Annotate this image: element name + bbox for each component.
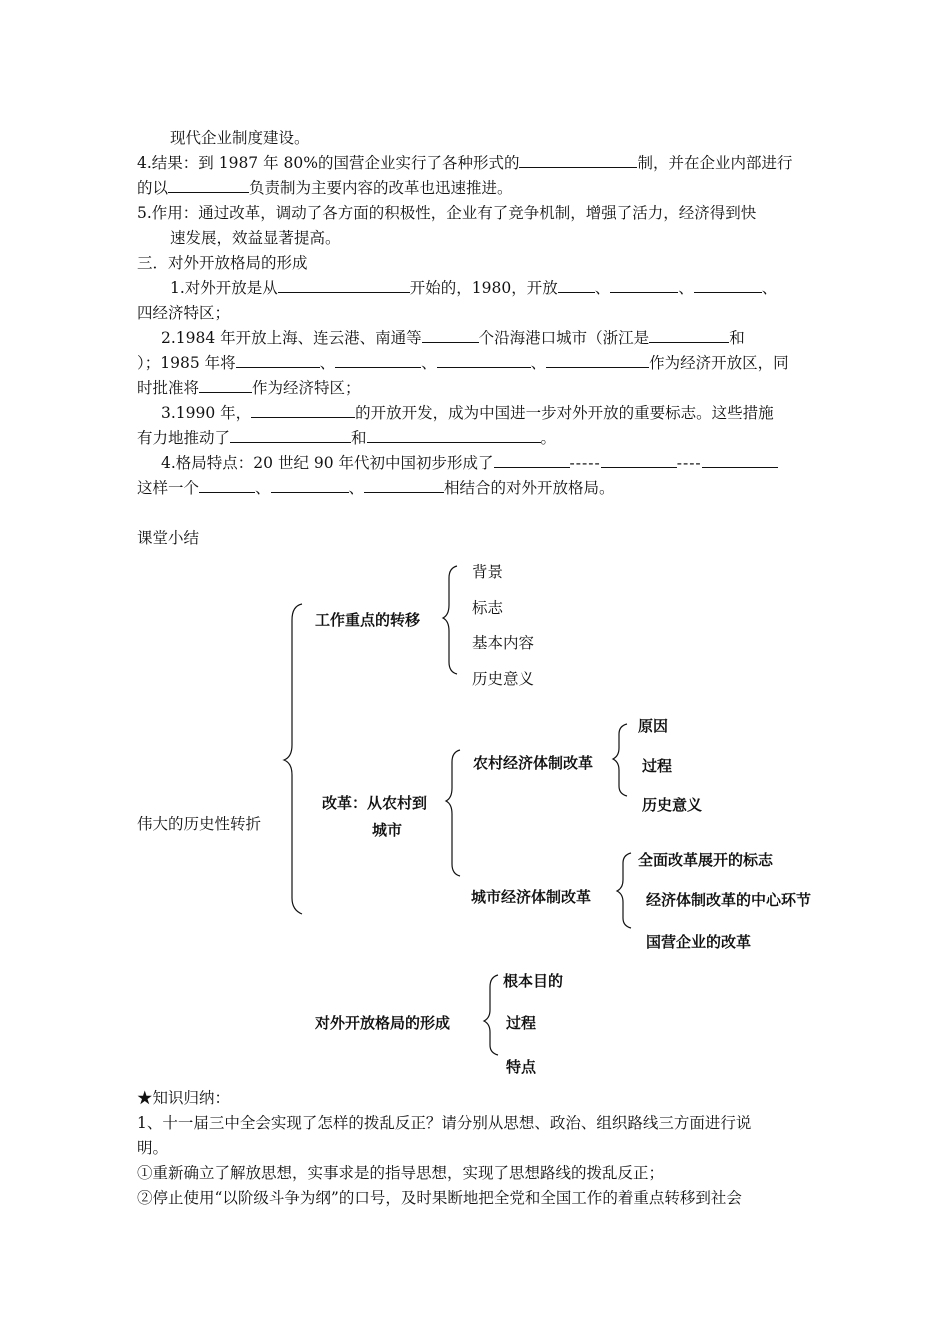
- line-text: 3.1990 年，: [161, 404, 252, 422]
- line-text: ①重新确立了解放思想，实事求是的指导思想，实现了思想路线的拨乱反正；: [137, 1164, 665, 1182]
- brace-work-focus: [443, 566, 457, 674]
- line-text: 1、十一届三中全会实现了怎样的拨乱反正？请分别从思想、政治、组织路线三方面进行说: [137, 1114, 752, 1132]
- line-text: 、: [761, 279, 778, 297]
- branch-rural-reform: 农村经济体制改革: [473, 754, 594, 772]
- line-text: 、: [255, 479, 271, 497]
- line-text: 、: [421, 354, 437, 372]
- branch-urban-reform: 城市经济体制改革: [471, 888, 592, 906]
- dash-separator: -----: [569, 454, 601, 472]
- line-text: 这样一个: [137, 479, 200, 497]
- line-text: 5.作用：通过改革，调动了各方面的积极性，企业有了竞争机制，增强了活力，经济得到快: [137, 204, 757, 222]
- work-focus-item: 历史意义: [472, 670, 535, 688]
- line-text: 的以: [137, 179, 169, 197]
- line-text: 负责制为主要内容的改革也迅速推进。: [249, 179, 513, 197]
- line-text: ★知识归纳：: [137, 1089, 231, 1107]
- line-text: 4.格局特点：20 世纪 90 年代初中国初步形成了: [161, 454, 494, 472]
- line-text: 开始的，1980，开放: [409, 279, 558, 297]
- knowledge-question: [137, 1111, 751, 1135]
- opening-item: 过程: [506, 1014, 537, 1032]
- line-text: ）；1985 年将: [137, 354, 236, 372]
- line-text: 有力地推动了: [137, 429, 231, 447]
- line-text: 和: [729, 329, 745, 347]
- brace-root: [284, 604, 302, 914]
- line-text: 明。: [137, 1139, 169, 1157]
- brace-rural: [613, 724, 627, 796]
- line-text: 作为经济开放区，同: [649, 354, 789, 372]
- line-text: 、: [594, 279, 611, 297]
- line-text: 四经济特区；: [137, 304, 231, 322]
- urban-item: 全面改革展开的标志: [638, 851, 774, 869]
- line-text: 制，并在企业内部进行: [637, 154, 793, 172]
- line-text: 、: [678, 279, 694, 297]
- rural-item: 历史意义: [642, 796, 703, 814]
- urban-item: 国营企业的改革: [646, 933, 752, 951]
- line-text: 。: [540, 429, 557, 447]
- brace-opening: [484, 975, 498, 1055]
- rural-item: 过程: [642, 757, 673, 775]
- branch-opening: 对外开放格局的形成: [315, 1014, 451, 1032]
- diagram-root: 伟大的历史性转折: [137, 815, 262, 833]
- line-text: 课堂小结: [137, 529, 200, 547]
- line-text: 4.结果：到 1987 年 80%的国营企业实行了各种形式的: [137, 154, 520, 172]
- line-text: 三．对外开放格局的形成: [137, 254, 308, 272]
- knowledge-answer: [137, 1186, 742, 1210]
- work-focus-item: 标志: [472, 599, 504, 617]
- branch-reform-line2: 城市: [372, 821, 403, 839]
- opening-item: 根本目的: [503, 972, 564, 990]
- line-text: 和: [351, 429, 367, 447]
- line-text: 、: [319, 354, 336, 372]
- work-focus-item: 基本内容: [472, 634, 535, 652]
- opening-item: 特点: [506, 1058, 537, 1076]
- line-text: ②停止使用“以阶级斗争为纲”的口号，及时果断地把全党和全国工作的着重点转移到社会: [137, 1189, 742, 1207]
- knowledge-question: [137, 1136, 168, 1160]
- knowledge-answer: [137, 1161, 664, 1185]
- line-text: 、: [530, 354, 547, 372]
- work-focus-item: 背景: [472, 563, 504, 581]
- line-text: 相结合的对外开放格局。: [444, 479, 615, 497]
- brace-urban: [617, 853, 631, 928]
- dash-separator: ----: [676, 454, 702, 472]
- line-text: 、: [348, 479, 365, 497]
- line-text: 时批准将: [137, 379, 200, 397]
- brace-reform: [446, 750, 460, 876]
- line-text: 个沿海港口城市（浙江是: [478, 329, 650, 347]
- line-text: 速发展，效益显著提高。: [170, 229, 341, 247]
- knowledge-title: [137, 1086, 230, 1110]
- branch-work-focus: 工作重点的转移: [315, 611, 421, 629]
- line-text: 1.对外开放是从: [170, 279, 278, 297]
- line-text: 的开放开发，成为中国进一步对外开放的重要标志。这些措施: [355, 404, 774, 422]
- line-text: 现代企业制度建设。: [170, 129, 310, 147]
- branch-reform: 改革：从农村到: [322, 794, 428, 812]
- line-text: 作为经济特区；: [252, 379, 361, 397]
- line-text: 2.1984 年开放上海、连云港、南通等: [161, 329, 422, 347]
- rural-item: 原因: [638, 717, 669, 735]
- urban-item: 经济体制改革的中心环节: [646, 891, 812, 909]
